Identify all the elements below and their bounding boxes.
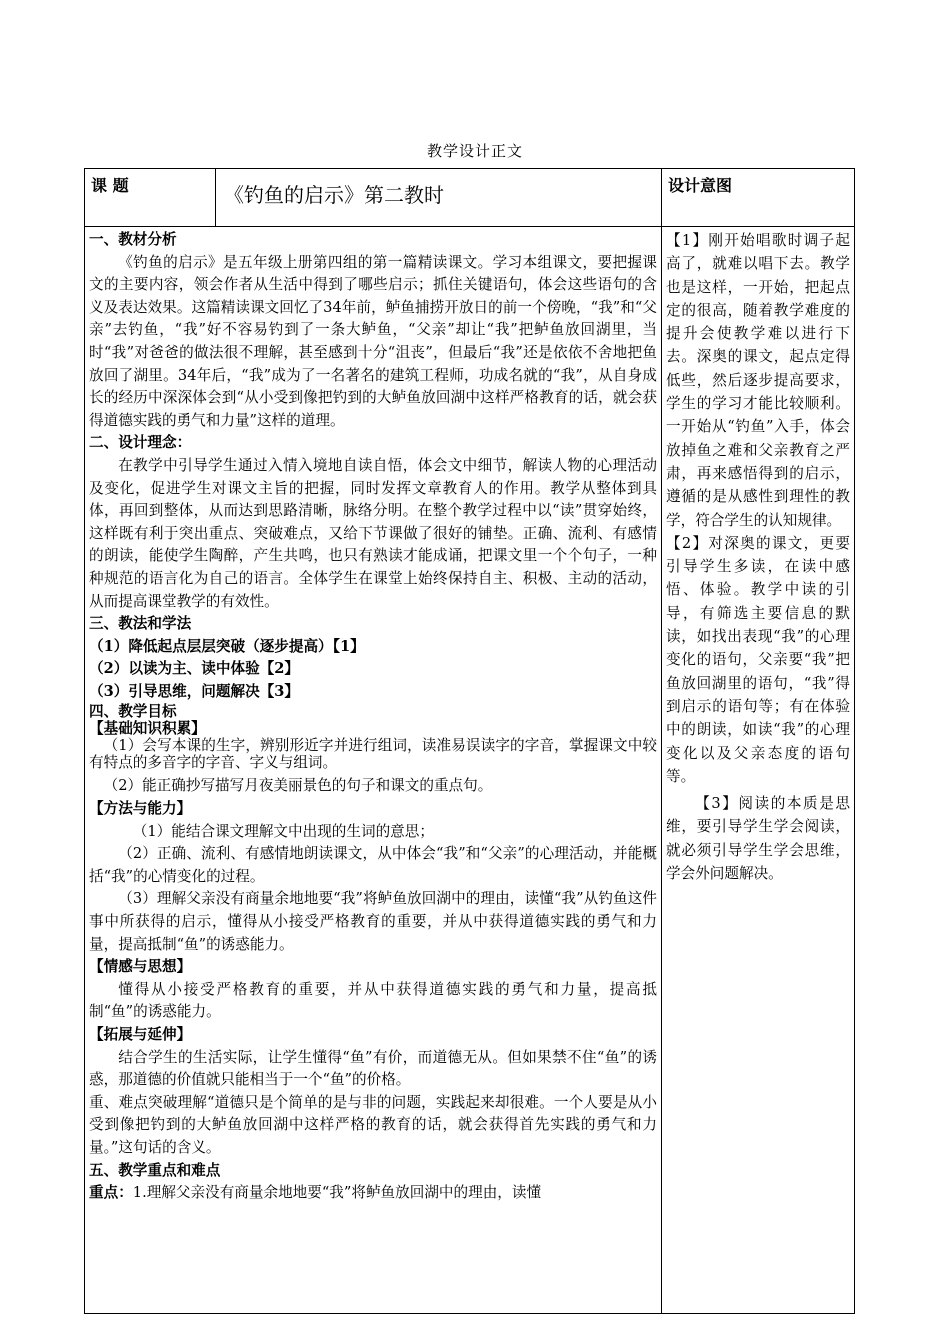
goal-item: （1）能结合课文理解文中出现的生词的意思；	[132, 822, 434, 840]
paragraph: 结合学生的生活实际，让学生懂得“鱼”有价，而道德无从。但如果禁不住“鱼”的诱惑，那道德的价值就只能相当于一个“鱼”的价格。	[89, 1048, 657, 1089]
paragraph: 在教学中引导学生通过入情入境地自读自悟，体会文中细节，解读人物的心理活动及变化，促进学生对课文主旨的把握，同时发挥文章教育人的作用。教学从整体到具体，再回到整体，从而达到思路清晰，脉络分明。在整个教学过程中以“读”贯穿始终，这样既有利于突出重点、突破难点，又给下节课做了很好的铺垫。正确、流利、有感情的朗读，能使学生陶醉，产生共鸣，也只有熟读才能成诵，把课文里一个个句子，一种种规范的语言化为自己的语言。全体学生在课堂上始终保持自主、积极、主动的活动，从而提高课堂教学的有效性。	[89, 456, 657, 610]
paragraph: 重、难点突破理解“道德只是个简单的是与非的问题，实践起来却很难。一个人要是从小受到像把钓到的大鲈鱼放回湖中这样严格的教育的话，就会获得首先实践的勇气和力量。”这句话的含义。	[89, 1093, 657, 1156]
section-heading: 二、设计理念：	[89, 434, 192, 452]
key-point-label: 重点：	[89, 1184, 133, 1202]
goal-item: （1）会写本课的生字，辨别形近字并进行组词，读准易误读字的字音，掌握课文中较有特点的多音字的字音、字义与组词。	[89, 737, 657, 772]
section-heading: 一、教材分析	[89, 231, 177, 248]
header-row	[85, 169, 855, 227]
goal-item: （2）能正确抄写描写月夜美丽景色的句子和课文的重点句。	[103, 777, 493, 795]
topic-title: 《钓鱼的启示》第二教时	[216, 169, 662, 227]
key-point-text: 1.理解父亲没有商量余地地要“我”将鲈鱼放回湖中的理由，读懂	[132, 1184, 542, 1202]
intent-note: 【1】刚开始唱歌时调子起高了，就难以唱下去。教学也是这样，一开始，把起点定的很高，随着教学难度的提升会使教学难以进行下去。深奥的课文，起点定得低些，然后逐步提高要求，学生的学习才能比较顺利。一开始从“钓鱼”入手，体会放掉鱼之难和父亲教育之严肃，再来感悟得到的启示，遵循的是从感性到理性的教学，符合学生的认知规律。	[666, 232, 850, 529]
method-item: （1）降低起点层层突破（逐步提高）【1】	[89, 637, 365, 655]
subsection-heading: 【基础知识积累】	[89, 720, 206, 738]
subsection-heading: 【情感与思想】	[89, 958, 192, 976]
method-item: （3）引导思维，问题解决【3】	[89, 682, 300, 700]
main-content	[85, 227, 662, 1314]
page-title: 教学设计正文	[426, 142, 523, 160]
subsection-heading: 【方法与能力】	[89, 800, 192, 818]
intent-note: 【2】对深奥的课文，更要引导学生多读，在读中感悟、体验。教学中读的引导，有筛选主要信息的默读，如找出表现“我”的心理变化的语句，父亲要“我”把鱼放回湖里的语句，“我”得到启示的语句等；有在体验中的朗读，如读“我”的心理变化以及父亲态度的语句等。	[666, 534, 850, 785]
goal-item: （2）正确、流利、有感情地朗读课文，从中体会“我”和“父亲”的心理活动，并能概括“我”的心情变化的过程。	[89, 845, 657, 885]
goal-item: （3）理解父亲没有商量余地地要“我”将鲈鱼放回湖中的理由，读懂“我”从钓鱼这件事中所获得的启示，懂得从小接受严格教育的重要，并从中获得道德实践的勇气和力量，提高抵制“鱼”的诱惑能力。	[89, 890, 657, 953]
method-item: （2）以读为主、读中体验【2】	[89, 660, 300, 678]
lesson-plan-table	[84, 168, 855, 1314]
intent-note: 【3】阅读的本质是思维，要引导学生学会阅读，就必须引导学生学会思维，学会外问题解决。	[666, 795, 850, 883]
section-heading: 四、教学目标	[89, 703, 177, 721]
section-heading: 五、教学重点和难点	[89, 1161, 221, 1179]
topic-label: 课 题	[85, 169, 216, 227]
subsection-heading: 【拓展与延伸】	[89, 1026, 192, 1043]
paragraph: 懂得从小接受严格教育的重要，并从中获得道德实践的勇气和力量，提高抵制“鱼”的诱惑能力。	[89, 980, 657, 1021]
design-intent-column	[662, 227, 855, 1314]
key-point	[89, 1182, 657, 1205]
body-row	[85, 227, 855, 1314]
paragraph: 《钓鱼的启示》是五年级上册第四组的第一篇精读课文。学习本组课文，要把握课文的主要内容，领会作者从生活中得到了哪些启示；抓住关键语句，体会这些语句的含义及表达效果。这篇精读课文回忆了34年前，鲈鱼捕捞开放日的前一个傍晚，“我”和“父亲”去钓鱼，“我”好不容易钓到了一条大鲈鱼，“父亲”却让“我”把鲈鱼放回湖里，当时“我”对爸爸的做法很不理解，甚至感到十分“沮丧”，但最后“我”还是依依不舍地把鱼放回了湖里。34年后，“我”成为了一名著名的建筑工程师，功成名就的“我”，从自身成长的经历中深深体会到“从小受到像把钓到的大鲈鱼放回湖中这样严格教育的话，就会获得道德实践的勇气和力量”这样的道理。	[89, 253, 657, 429]
section-heading: 三、教法和学法	[89, 615, 192, 633]
design-intent-label: 设计意图	[662, 169, 855, 227]
